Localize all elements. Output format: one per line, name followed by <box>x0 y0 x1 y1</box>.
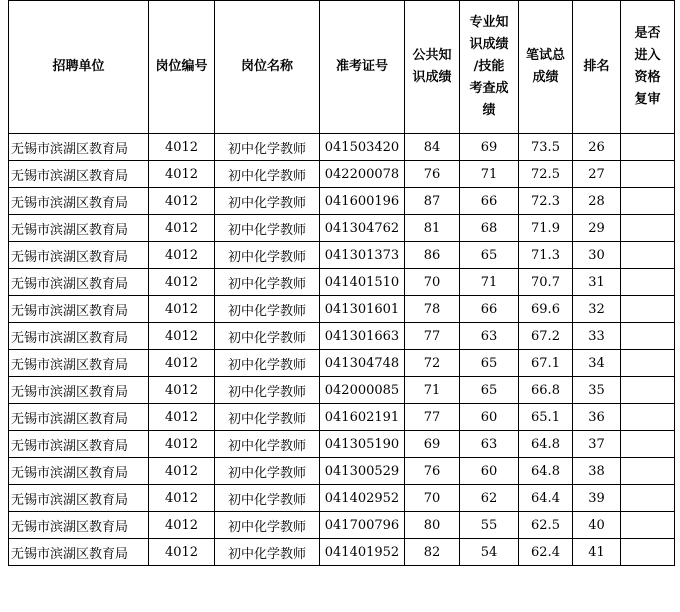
cell-unit: 无锡市滨湖区教育局 <box>9 539 149 566</box>
cell-total: 66.8 <box>519 377 573 404</box>
header-line: 复审 <box>634 92 661 107</box>
cell-prof: 65 <box>460 242 519 269</box>
cell-unit: 无锡市滨湖区教育局 <box>9 512 149 539</box>
table-row <box>9 215 675 242</box>
cell-total: 72.5 <box>519 161 573 188</box>
cell-review <box>621 134 675 161</box>
cell-total: 70.7 <box>519 269 573 296</box>
cell-review <box>621 215 675 242</box>
results-sheet <box>8 0 675 566</box>
cell-prof: 63 <box>460 323 519 350</box>
header-line: 专业知 <box>469 15 509 30</box>
cell-prof: 65 <box>460 350 519 377</box>
cell-unit: 无锡市滨湖区教育局 <box>9 350 149 377</box>
table-row <box>9 404 675 431</box>
table-row <box>9 458 675 485</box>
header-line: 绩 <box>482 103 496 118</box>
cell-unit: 无锡市滨湖区教育局 <box>9 215 149 242</box>
cell-review <box>621 539 675 566</box>
cell-unit: 无锡市滨湖区教育局 <box>9 269 149 296</box>
cell-public: 84 <box>405 134 460 161</box>
cell-review <box>621 323 675 350</box>
table-row <box>9 296 675 323</box>
cell-exam-id: 041600196 <box>320 188 405 215</box>
cell-name: 初中化学教师 <box>215 323 320 350</box>
header-written-total <box>519 1 573 134</box>
cell-exam-id: 042000085 <box>320 377 405 404</box>
cell-exam-id: 041602191 <box>320 404 405 431</box>
cell-code: 4012 <box>149 512 215 539</box>
header-position-name: 岗位名称 <box>215 1 320 134</box>
cell-exam-id: 041401510 <box>320 269 405 296</box>
cell-exam-id: 041304748 <box>320 350 405 377</box>
cell-exam-id: 041301601 <box>320 296 405 323</box>
cell-public: 86 <box>405 242 460 269</box>
cell-prof: 66 <box>460 296 519 323</box>
cell-code: 4012 <box>149 269 215 296</box>
cell-name: 初中化学教师 <box>215 539 320 566</box>
cell-rank: 32 <box>573 296 621 323</box>
cell-rank: 38 <box>573 458 621 485</box>
header-line: 成绩 <box>532 70 559 85</box>
cell-prof: 68 <box>460 215 519 242</box>
cell-name: 初中化学教师 <box>215 485 320 512</box>
cell-review <box>621 458 675 485</box>
cell-review <box>621 188 675 215</box>
cell-review <box>621 296 675 323</box>
header-row <box>9 1 675 134</box>
table-row <box>9 188 675 215</box>
cell-public: 69 <box>405 431 460 458</box>
header-line: 资格 <box>634 70 661 85</box>
cell-name: 初中化学教师 <box>215 188 320 215</box>
cell-public: 76 <box>405 458 460 485</box>
cell-code: 4012 <box>149 188 215 215</box>
cell-rank: 27 <box>573 161 621 188</box>
cell-code: 4012 <box>149 161 215 188</box>
cell-review <box>621 404 675 431</box>
cell-rank: 35 <box>573 377 621 404</box>
cell-prof: 62 <box>460 485 519 512</box>
header-unit: 招聘单位 <box>9 1 149 134</box>
cell-public: 82 <box>405 539 460 566</box>
cell-public: 76 <box>405 161 460 188</box>
cell-public: 87 <box>405 188 460 215</box>
cell-review <box>621 242 675 269</box>
header-professional <box>460 1 519 134</box>
header-review <box>621 1 675 134</box>
table-row <box>9 323 675 350</box>
cell-exam-id: 041301663 <box>320 323 405 350</box>
cell-rank: 39 <box>573 485 621 512</box>
cell-total: 72.3 <box>519 188 573 215</box>
cell-code: 4012 <box>149 350 215 377</box>
cell-unit: 无锡市滨湖区教育局 <box>9 404 149 431</box>
cell-rank: 36 <box>573 404 621 431</box>
cell-exam-id: 041300529 <box>320 458 405 485</box>
table-row <box>9 350 675 377</box>
table-row <box>9 377 675 404</box>
cell-total: 65.1 <box>519 404 573 431</box>
results-table <box>8 0 675 566</box>
cell-code: 4012 <box>149 323 215 350</box>
header-line: 识成绩 <box>469 37 509 52</box>
cell-unit: 无锡市滨湖区教育局 <box>9 485 149 512</box>
cell-total: 73.5 <box>519 134 573 161</box>
header-line: 识成绩 <box>412 70 452 85</box>
cell-name: 初中化学教师 <box>215 404 320 431</box>
cell-unit: 无锡市滨湖区教育局 <box>9 242 149 269</box>
cell-review <box>621 350 675 377</box>
cell-code: 4012 <box>149 134 215 161</box>
header-line: 考查成 <box>469 81 509 96</box>
cell-prof: 55 <box>460 512 519 539</box>
cell-total: 64.8 <box>519 431 573 458</box>
cell-name: 初中化学教师 <box>215 512 320 539</box>
cell-prof: 66 <box>460 188 519 215</box>
cell-total: 67.1 <box>519 350 573 377</box>
cell-review <box>621 431 675 458</box>
cell-unit: 无锡市滨湖区教育局 <box>9 377 149 404</box>
cell-public: 71 <box>405 377 460 404</box>
cell-name: 初中化学教师 <box>215 215 320 242</box>
cell-public: 80 <box>405 512 460 539</box>
cell-review <box>621 161 675 188</box>
header-line: 公共知 <box>412 48 452 63</box>
cell-code: 4012 <box>149 215 215 242</box>
cell-name: 初中化学教师 <box>215 296 320 323</box>
cell-unit: 无锡市滨湖区教育局 <box>9 188 149 215</box>
cell-total: 71.3 <box>519 242 573 269</box>
cell-exam-id: 041401952 <box>320 539 405 566</box>
cell-name: 初中化学教师 <box>215 377 320 404</box>
cell-prof: 71 <box>460 161 519 188</box>
cell-public: 78 <box>405 296 460 323</box>
cell-rank: 30 <box>573 242 621 269</box>
cell-public: 70 <box>405 269 460 296</box>
cell-total: 62.4 <box>519 539 573 566</box>
cell-name: 初中化学教师 <box>215 458 320 485</box>
header-position-code: 岗位编号 <box>149 1 215 134</box>
table-row <box>9 539 675 566</box>
cell-total: 64.8 <box>519 458 573 485</box>
cell-code: 4012 <box>149 485 215 512</box>
cell-prof: 54 <box>460 539 519 566</box>
header-exam-id: 准考证号 <box>320 1 405 134</box>
cell-prof: 63 <box>460 431 519 458</box>
cell-total: 67.2 <box>519 323 573 350</box>
cell-code: 4012 <box>149 458 215 485</box>
table-row <box>9 269 675 296</box>
cell-code: 4012 <box>149 539 215 566</box>
table-row <box>9 512 675 539</box>
table-row <box>9 431 675 458</box>
cell-code: 4012 <box>149 242 215 269</box>
cell-public: 77 <box>405 323 460 350</box>
cell-total: 71.9 <box>519 215 573 242</box>
cell-code: 4012 <box>149 296 215 323</box>
cell-total: 64.4 <box>519 485 573 512</box>
cell-unit: 无锡市滨湖区教育局 <box>9 323 149 350</box>
cell-exam-id: 041304762 <box>320 215 405 242</box>
cell-unit: 无锡市滨湖区教育局 <box>9 161 149 188</box>
cell-total: 62.5 <box>519 512 573 539</box>
cell-review <box>621 377 675 404</box>
cell-prof: 69 <box>460 134 519 161</box>
cell-total: 69.6 <box>519 296 573 323</box>
header-line: 笔试总 <box>525 48 565 63</box>
cell-review <box>621 512 675 539</box>
cell-prof: 71 <box>460 269 519 296</box>
table-row <box>9 161 675 188</box>
cell-code: 4012 <box>149 404 215 431</box>
cell-prof: 60 <box>460 404 519 431</box>
cell-rank: 41 <box>573 539 621 566</box>
cell-name: 初中化学教师 <box>215 269 320 296</box>
cell-code: 4012 <box>149 377 215 404</box>
header-public-knowledge <box>405 1 460 134</box>
cell-name: 初中化学教师 <box>215 350 320 377</box>
cell-public: 70 <box>405 485 460 512</box>
cell-rank: 26 <box>573 134 621 161</box>
cell-public: 72 <box>405 350 460 377</box>
cell-exam-id: 042200078 <box>320 161 405 188</box>
cell-unit: 无锡市滨湖区教育局 <box>9 134 149 161</box>
cell-rank: 34 <box>573 350 621 377</box>
cell-code: 4012 <box>149 431 215 458</box>
cell-review <box>621 485 675 512</box>
cell-name: 初中化学教师 <box>215 161 320 188</box>
cell-prof: 65 <box>460 377 519 404</box>
cell-name: 初中化学教师 <box>215 134 320 161</box>
cell-public: 77 <box>405 404 460 431</box>
cell-rank: 40 <box>573 512 621 539</box>
cell-name: 初中化学教师 <box>215 431 320 458</box>
cell-unit: 无锡市滨湖区教育局 <box>9 296 149 323</box>
table-row <box>9 485 675 512</box>
cell-review <box>621 269 675 296</box>
table-row <box>9 134 675 161</box>
cell-unit: 无锡市滨湖区教育局 <box>9 458 149 485</box>
header-line: /技能 <box>473 59 505 74</box>
header-line: 进入 <box>634 48 661 63</box>
cell-exam-id: 041700796 <box>320 512 405 539</box>
cell-rank: 28 <box>573 188 621 215</box>
cell-name: 初中化学教师 <box>215 242 320 269</box>
header-rank: 排名 <box>573 1 621 134</box>
cell-rank: 37 <box>573 431 621 458</box>
cell-rank: 31 <box>573 269 621 296</box>
cell-exam-id: 041402952 <box>320 485 405 512</box>
cell-prof: 60 <box>460 458 519 485</box>
table-row <box>9 242 675 269</box>
cell-exam-id: 041305190 <box>320 431 405 458</box>
header-line: 是否 <box>634 26 661 41</box>
cell-exam-id: 041301373 <box>320 242 405 269</box>
cell-exam-id: 041503420 <box>320 134 405 161</box>
cell-rank: 29 <box>573 215 621 242</box>
cell-unit: 无锡市滨湖区教育局 <box>9 431 149 458</box>
cell-rank: 33 <box>573 323 621 350</box>
cell-public: 81 <box>405 215 460 242</box>
